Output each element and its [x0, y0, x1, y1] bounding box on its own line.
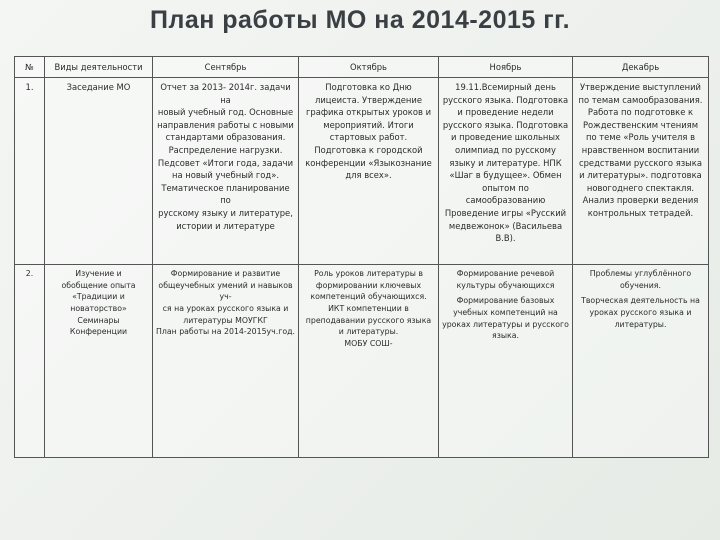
cell-line: и проведение школьных — [451, 132, 560, 143]
cell-line: языку и литературе. НПК — [449, 157, 562, 168]
row-number: 2. — [15, 265, 45, 458]
work-plan-table — [14, 56, 709, 458]
cell-line: самообразованию — [465, 195, 546, 206]
page-title: План работы МО на 2014-2015 гг. — [149, 6, 571, 34]
cell-line: Формирование базовых — [456, 296, 555, 306]
header-september: Сентябрь — [153, 57, 299, 78]
cell-line: и литературы. — [338, 327, 399, 337]
cell-october — [299, 265, 439, 458]
cell-line: Работа по подготовке к — [587, 107, 694, 118]
cell-line: для всех». — [345, 170, 392, 181]
cell-line: и проведение недели — [457, 107, 554, 118]
cell-line: Изучение и — [75, 269, 122, 278]
cell-activity — [45, 265, 153, 458]
cell-line: Семинары — [77, 315, 120, 325]
cell-line: новаторство» — [70, 304, 127, 314]
cell-line: олимпиад по русскому — [455, 145, 556, 156]
header-activity: Виды деятельности — [45, 57, 153, 78]
cell-line: «Традиции и — [72, 292, 125, 302]
cell-activity — [45, 78, 153, 265]
cell-line: Подготовка ко Дню — [325, 82, 412, 92]
cell-line: на новый учебный год». — [171, 170, 280, 181]
cell-november — [439, 78, 573, 265]
cell-line: мероприятий. Итоги — [323, 119, 414, 130]
cell-line: План работы на 2014-2015уч.год. — [156, 327, 295, 337]
cell-line: Формирование и развитие — [170, 269, 281, 278]
table-row — [15, 265, 709, 458]
cell-december — [573, 265, 709, 458]
table-row — [15, 78, 709, 265]
cell-line: русскому языку и литературе, — [158, 208, 293, 219]
cell-line: медвежонок» (Васильева — [448, 220, 563, 231]
cell-line: Распределение нагрузки. — [168, 145, 283, 156]
cell-line: МОБУ СОШ- — [344, 339, 393, 349]
cell-line: Утверждение выступлений — [580, 82, 701, 92]
cell-line: контрольных тетрадей. — [587, 208, 694, 219]
cell-line: русского языка. Подготовка — [442, 119, 569, 130]
cell-line: графика открытых уроков и — [305, 107, 432, 118]
cell-line: 19.11.Всемирный день — [455, 82, 556, 92]
header-number: № — [15, 57, 45, 78]
row-number: 1. — [15, 78, 45, 265]
cell-line: Подготовка к городской — [314, 145, 423, 156]
cell-november — [439, 265, 573, 458]
cell-line: Роль уроков литературы в — [314, 269, 423, 278]
cell-line: истории и литературе — [176, 220, 275, 231]
cell-line: уроках литературы и русского — [442, 319, 569, 329]
cell-line: опытом по — [482, 182, 529, 193]
cell-december — [573, 78, 709, 265]
header-november: Ноябрь — [439, 57, 573, 78]
table-header-row — [15, 57, 709, 78]
cell-line: языка. — [492, 331, 519, 341]
cell-line: по теме «Роль учителя в — [585, 132, 696, 143]
cell-line: нравственном воспитании — [581, 145, 700, 156]
cell-line: Формирование речевой — [456, 269, 555, 278]
cell-line: Творческая деятельность на — [581, 296, 700, 306]
cell-line: лицеиста. Утверждение — [315, 94, 422, 105]
cell-line: конференции «Языкознание — [305, 157, 432, 168]
cell-line: уроках русского языка и — [589, 308, 692, 318]
cell-line: В.В). — [495, 233, 516, 244]
cell-line: новогоднего спектакля. — [586, 182, 695, 193]
cell-line: новый учебный год. Основные — [157, 107, 294, 118]
cell-line: Проведение игры «Русский — [444, 208, 567, 219]
cell-line: формировании ключевых — [315, 280, 422, 290]
cell-line: «Шаг в будущее». Обмен — [449, 170, 562, 181]
cell-line: и литературы». подготовка — [579, 170, 702, 181]
cell-line: Рождественским чтениям — [582, 119, 699, 130]
cell-september — [153, 265, 299, 458]
cell-line: стартовых работ. — [329, 132, 408, 143]
cell-line: общеучебных умений и навыков уч- — [158, 280, 293, 302]
header-october: Октябрь — [299, 57, 439, 78]
cell-line: стандартами образования. — [165, 132, 286, 143]
cell-line: обобщение опыта — [61, 280, 136, 290]
cell-line: культуры обучающихся — [456, 280, 555, 290]
cell-line: Заседание МО — [66, 82, 131, 92]
cell-line: Анализ проверки ведения — [582, 195, 699, 206]
cell-line: Тематическое планирование по — [161, 182, 290, 206]
cell-line: средствами русского языка — [579, 157, 702, 168]
cell-line: по темам самообразования. — [578, 94, 703, 105]
cell-line: ИКТ компетенции в — [328, 304, 409, 314]
cell-line: ся на уроках русского языка и — [162, 304, 289, 314]
cell-line: Конференции — [69, 327, 128, 337]
cell-line: учебных компетенций на — [453, 308, 558, 318]
cell-september — [153, 78, 299, 265]
header-december: Декабрь — [573, 57, 709, 78]
cell-line: преподавании русского языка — [305, 315, 432, 325]
cell-line: Отчет за 2013- 2014г. задачи на — [160, 82, 291, 105]
cell-line: литературы. — [614, 319, 667, 329]
cell-october — [299, 78, 439, 265]
cell-line: Проблемы углублённого — [589, 269, 692, 278]
cell-line: направления работы с новыми — [157, 119, 294, 130]
cell-line: Педсовет «Итоги года, задачи — [157, 157, 294, 168]
cell-line: компетенций обучающихся. — [310, 292, 427, 302]
cell-line: обучения. — [620, 280, 661, 290]
cell-line: русского языка. Подготовка — [442, 94, 569, 105]
cell-line: литературы МОУГКГ — [183, 315, 268, 325]
